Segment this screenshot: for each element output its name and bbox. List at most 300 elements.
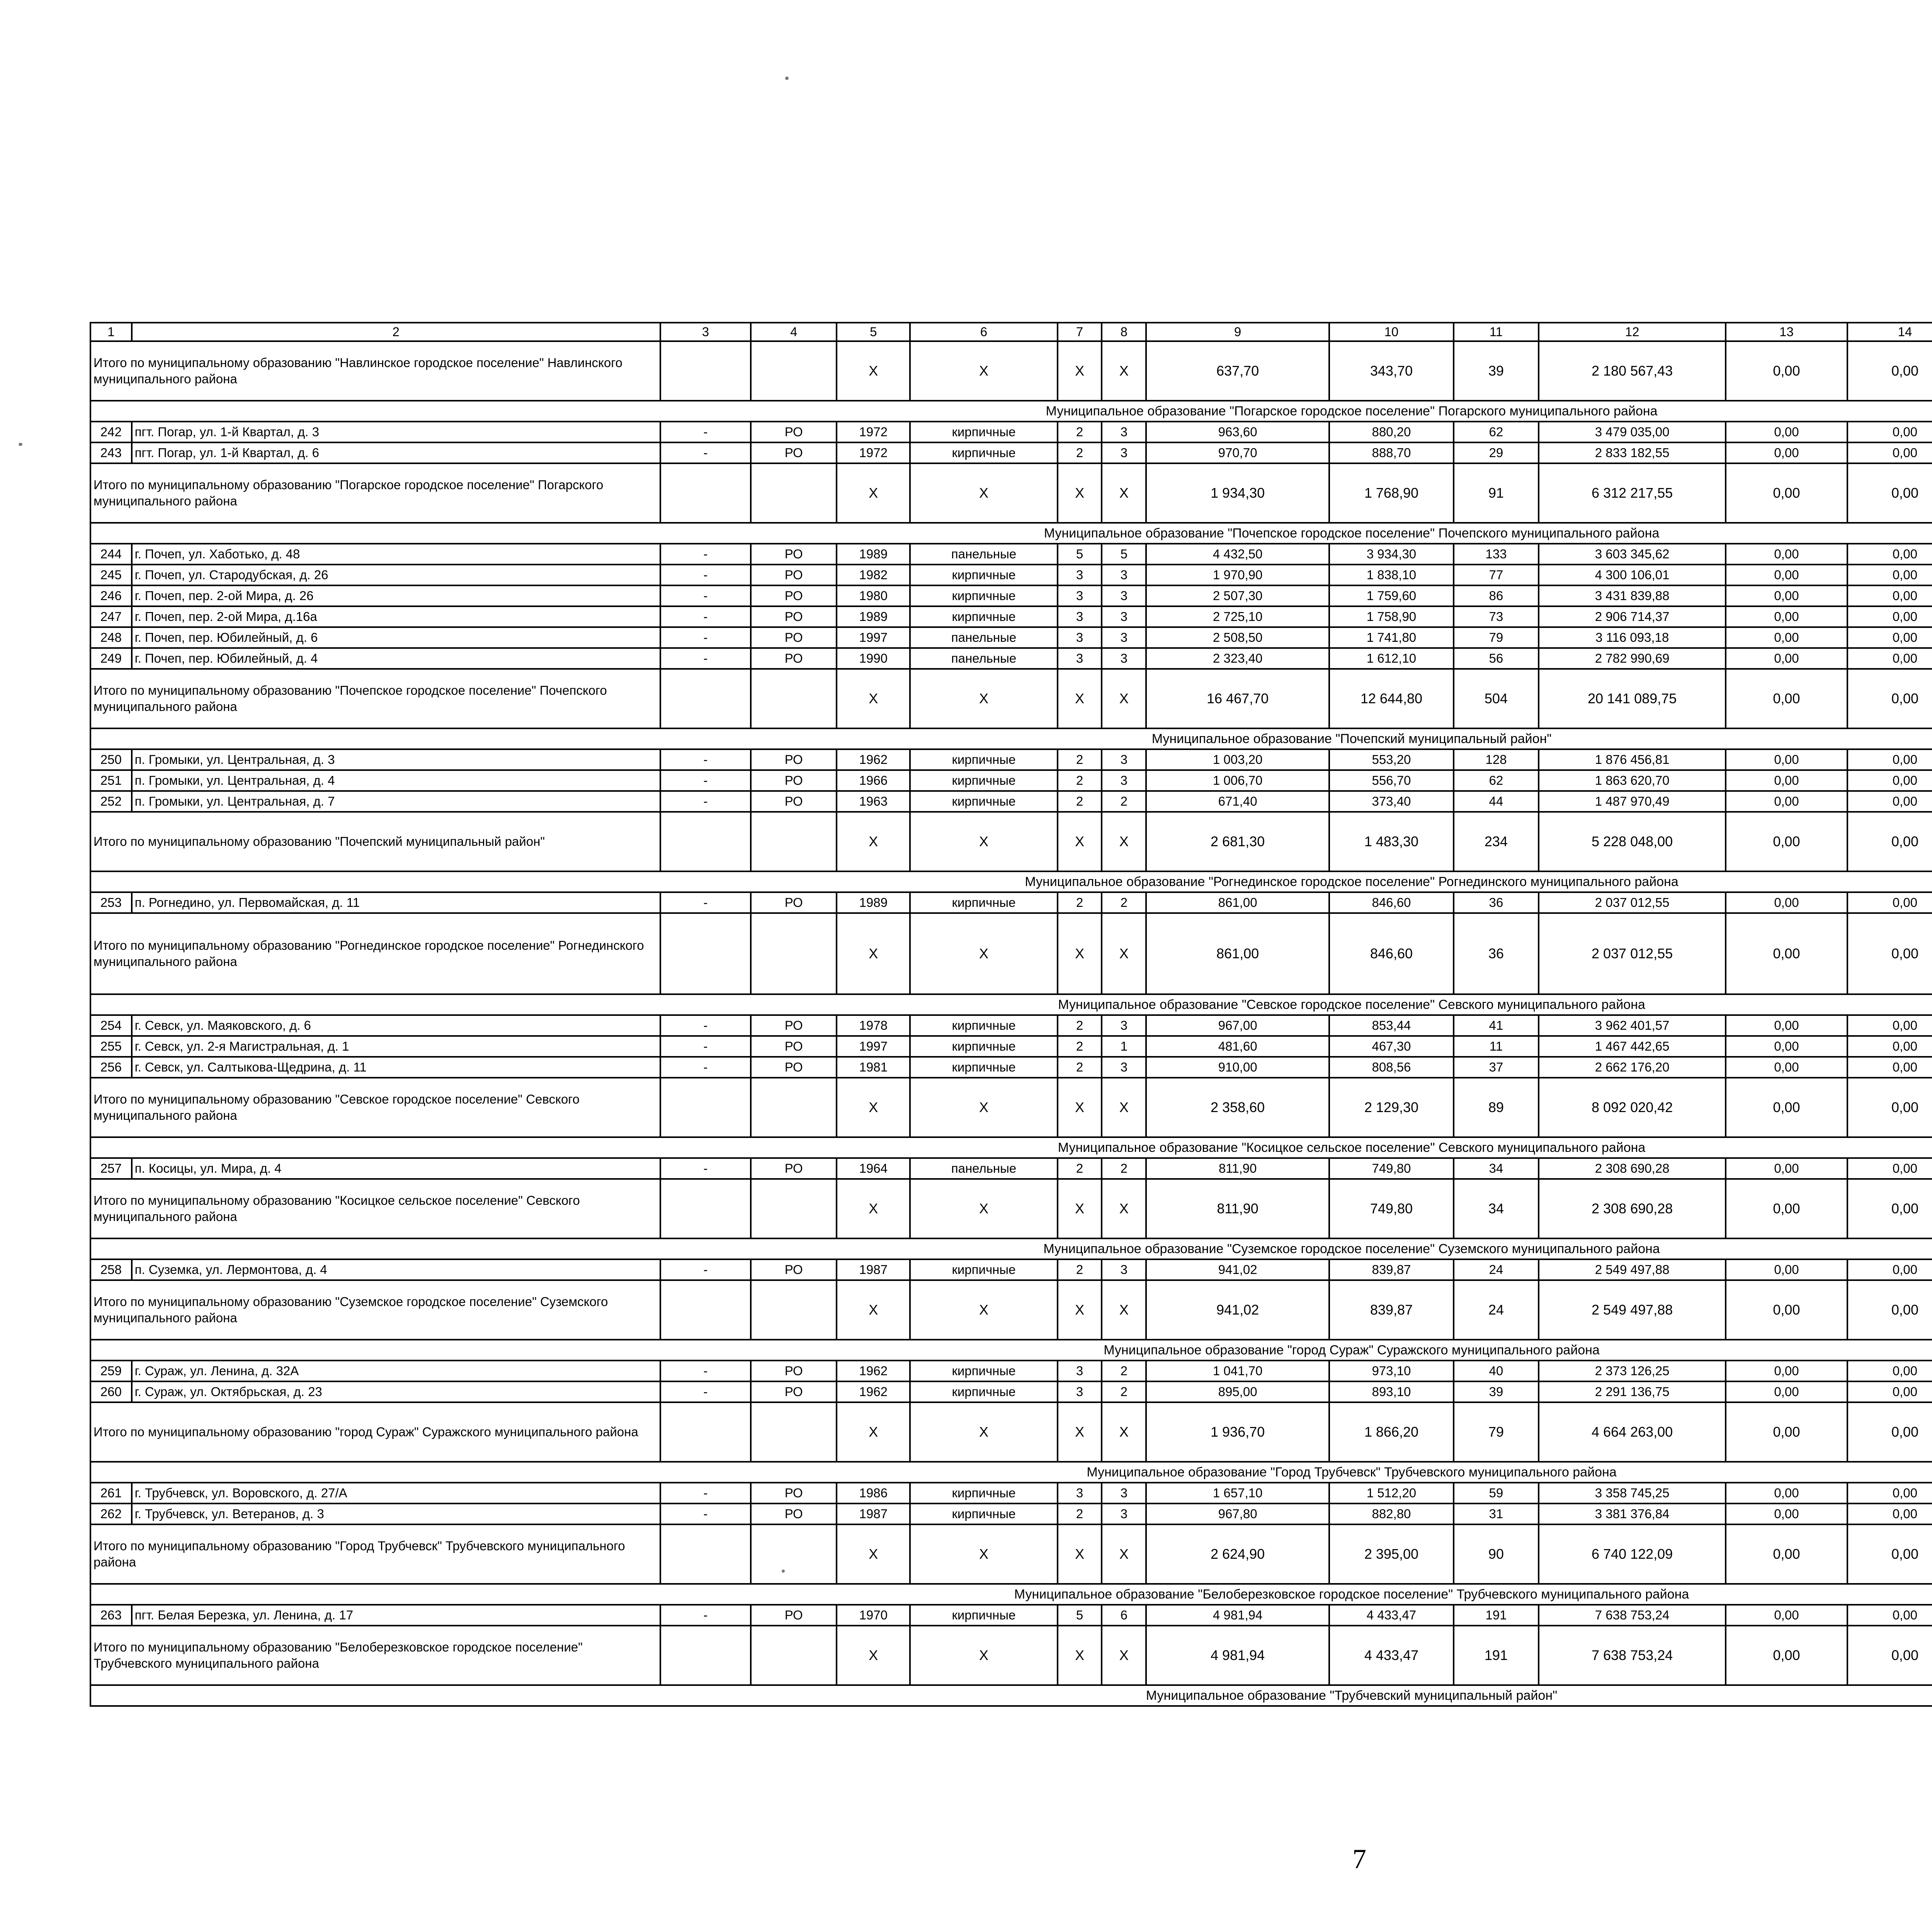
- table-cell: -: [660, 1015, 751, 1036]
- table-cell: 4 432,50: [1146, 544, 1329, 565]
- table-cell: 248: [90, 627, 132, 648]
- table-row: [90, 892, 1932, 913]
- total-cell: X: [910, 1280, 1058, 1340]
- table-cell: РО: [751, 791, 837, 812]
- table-cell: 2: [1102, 1381, 1146, 1402]
- table-cell: кирпичные: [910, 1259, 1058, 1280]
- table-cell: -: [660, 791, 751, 812]
- table-cell: 73: [1454, 606, 1539, 627]
- address-cell: п. Громыки, ул. Центральная, д. 7: [132, 791, 660, 812]
- table-cell: 0,00: [1847, 770, 1932, 791]
- table-cell: 0,00: [1726, 770, 1847, 791]
- table-cell: кирпичные: [910, 791, 1058, 812]
- table-cell: 2 291 136,75: [1539, 1381, 1726, 1402]
- table-cell: 0,00: [1847, 585, 1932, 606]
- table-cell: 2 782 990,69: [1539, 648, 1726, 669]
- total-cell: [751, 1626, 837, 1685]
- total-cell: 0,00: [1726, 812, 1847, 871]
- address-cell: г. Почеп, пер. Юбилейный, д. 6: [132, 627, 660, 648]
- total-cell: 0,00: [1726, 1280, 1847, 1340]
- table-cell: 1972: [837, 442, 910, 463]
- table-row: [90, 791, 1932, 812]
- total-cell: 0,00: [1847, 1524, 1932, 1584]
- table-cell: 0,00: [1726, 791, 1847, 812]
- table-cell: 2: [1058, 1036, 1102, 1057]
- table-cell: 3: [1102, 749, 1146, 770]
- total-cell: [660, 1626, 751, 1685]
- table-cell: 191: [1454, 1605, 1539, 1626]
- table-cell: 3: [1102, 422, 1146, 442]
- total-cell: 2 395,00: [1329, 1524, 1454, 1584]
- table-cell: 1989: [837, 606, 910, 627]
- table-cell: 253: [90, 892, 132, 913]
- total-cell: 34: [1454, 1179, 1539, 1238]
- table-cell: 79: [1454, 627, 1539, 648]
- total-cell: X: [837, 812, 910, 871]
- address-cell: г. Трубчевск, ул. Воровского, д. 27/А: [132, 1483, 660, 1504]
- total-cell: 16 467,70: [1146, 669, 1329, 728]
- table-cell: 0,00: [1847, 749, 1932, 770]
- table-cell: -: [660, 648, 751, 669]
- column-number: 14: [1847, 323, 1932, 341]
- total-cell: X: [1102, 1402, 1146, 1462]
- total-cell: 1 934,30: [1146, 463, 1329, 523]
- table-cell: 3: [1102, 770, 1146, 791]
- address-cell: п. Косицы, ул. Мира, д. 4: [132, 1158, 660, 1179]
- total-cell: 2 624,90: [1146, 1524, 1329, 1584]
- total-cell: [660, 1280, 751, 1340]
- total-cell: 39: [1454, 341, 1539, 401]
- table-cell: 5: [1058, 1605, 1102, 1626]
- table-cell: 2: [1058, 442, 1102, 463]
- table-cell: кирпичные: [910, 1605, 1058, 1626]
- section-heading-row: [90, 1340, 1932, 1361]
- total-cell: 637,70: [1146, 341, 1329, 401]
- table-cell: 0,00: [1847, 565, 1932, 585]
- table-row: [90, 606, 1932, 627]
- table-cell: кирпичные: [910, 422, 1058, 442]
- total-cell: X: [1058, 1626, 1102, 1685]
- table-cell: 37: [1454, 1057, 1539, 1078]
- total-cell: 0,00: [1847, 1626, 1932, 1685]
- table-cell: кирпичные: [910, 442, 1058, 463]
- scan-speck: [782, 1570, 785, 1573]
- table-cell: 1982: [837, 565, 910, 585]
- table-cell: 2 725,10: [1146, 606, 1329, 627]
- section-heading: Муниципальное образование "Почепский муниципальный район": [90, 728, 1932, 749]
- section-heading: Муниципальное образование "Погарское городское поселение" Погарского муниципального района: [90, 401, 1932, 422]
- table-cell: 2 323,40: [1146, 648, 1329, 669]
- table-cell: 0,00: [1847, 544, 1932, 565]
- total-cell: 811,90: [1146, 1179, 1329, 1238]
- section-heading: Муниципальное образование "Суземское городское поселение" Суземского муниципального района: [90, 1238, 1932, 1259]
- table-cell: 242: [90, 422, 132, 442]
- total-cell: 343,70: [1329, 341, 1454, 401]
- table-cell: 3: [1102, 1504, 1146, 1524]
- table-cell: 0,00: [1726, 565, 1847, 585]
- table-cell: кирпичные: [910, 770, 1058, 791]
- table-cell: РО: [751, 565, 837, 585]
- total-cell: [660, 1402, 751, 1462]
- table-row: [90, 1381, 1932, 1402]
- table-cell: РО: [751, 1483, 837, 1504]
- table-cell: 0,00: [1726, 1483, 1847, 1504]
- address-cell: г. Севск, ул. 2-я Магистральная, д. 1: [132, 1036, 660, 1057]
- total-cell: X: [837, 463, 910, 523]
- table-cell: 882,80: [1329, 1504, 1454, 1524]
- total-cell: [751, 913, 837, 994]
- section-heading-row: [90, 1238, 1932, 1259]
- table-cell: 2: [1058, 1015, 1102, 1036]
- total-cell: X: [1058, 669, 1102, 728]
- table-cell: 0,00: [1847, 1259, 1932, 1280]
- table-cell: 1962: [837, 1381, 910, 1402]
- total-cell: X: [1058, 913, 1102, 994]
- table-cell: 2 549 497,88: [1539, 1259, 1726, 1280]
- table-cell: 247: [90, 606, 132, 627]
- total-cell: 0,00: [1726, 1402, 1847, 1462]
- total-cell: 24: [1454, 1280, 1539, 1340]
- total-cell: 0,00: [1726, 913, 1847, 994]
- address-cell: г. Почеп, ул. Хаботько, д. 48: [132, 544, 660, 565]
- table-cell: 3: [1102, 648, 1146, 669]
- table-cell: 2: [1058, 749, 1102, 770]
- table-cell: 1987: [837, 1259, 910, 1280]
- table-cell: 2: [1102, 892, 1146, 913]
- table-cell: 244: [90, 544, 132, 565]
- total-cell: 0,00: [1847, 1078, 1932, 1137]
- table-cell: 0,00: [1847, 422, 1932, 442]
- column-number: 6: [910, 323, 1058, 341]
- total-label: Итого по муниципальному образованию "Белоберезковское городское поселение" Трубчевского муниципального района: [90, 1626, 660, 1685]
- column-number: 13: [1726, 323, 1847, 341]
- table-row: [90, 1259, 1932, 1280]
- table-cell: 0,00: [1847, 1605, 1932, 1626]
- total-cell: X: [910, 1402, 1058, 1462]
- table-cell: 249: [90, 648, 132, 669]
- table-cell: 3 603 345,62: [1539, 544, 1726, 565]
- section-heading: Муниципальное образование "Трубчевский муниципальный район": [90, 1685, 1932, 1706]
- total-cell: 12 644,80: [1329, 669, 1454, 728]
- table-cell: 250: [90, 749, 132, 770]
- table-cell: 0,00: [1726, 1057, 1847, 1078]
- total-cell: [660, 1078, 751, 1137]
- table-cell: 1 758,90: [1329, 606, 1454, 627]
- table-cell: 40: [1454, 1361, 1539, 1381]
- table-cell: 970,70: [1146, 442, 1329, 463]
- table-row: [90, 1015, 1932, 1036]
- total-cell: X: [910, 1078, 1058, 1137]
- table-cell: РО: [751, 648, 837, 669]
- section-heading-row: [90, 871, 1932, 892]
- total-cell: X: [837, 341, 910, 401]
- address-cell: г. Сураж, ул. Октябрьская, д. 23: [132, 1381, 660, 1402]
- table-cell: РО: [751, 1361, 837, 1381]
- table-cell: 1978: [837, 1015, 910, 1036]
- total-cell: X: [837, 1402, 910, 1462]
- table-cell: 1962: [837, 749, 910, 770]
- total-cell: 234: [1454, 812, 1539, 871]
- table-cell: 967,80: [1146, 1504, 1329, 1524]
- table-cell: 880,20: [1329, 422, 1454, 442]
- total-cell: 20 141 089,75: [1539, 669, 1726, 728]
- total-cell: 861,00: [1146, 913, 1329, 994]
- address-cell: п. Рогнедино, ул. Первомайская, д. 11: [132, 892, 660, 913]
- table-cell: 2 507,30: [1146, 585, 1329, 606]
- total-cell: [660, 669, 751, 728]
- table-row: [90, 585, 1932, 606]
- address-cell: пгт. Белая Березка, ул. Ленина, д. 17: [132, 1605, 660, 1626]
- table-cell: 1 003,20: [1146, 749, 1329, 770]
- total-cell: X: [1102, 1626, 1146, 1685]
- table-cell: 1 487 970,49: [1539, 791, 1726, 812]
- table-cell: 2: [1102, 1361, 1146, 1381]
- column-number: 11: [1454, 323, 1539, 341]
- table-cell: 2: [1058, 1259, 1102, 1280]
- total-cell: 91: [1454, 463, 1539, 523]
- total-cell: 2 549 497,88: [1539, 1280, 1726, 1340]
- table-cell: 0,00: [1726, 1504, 1847, 1524]
- table-cell: 2: [1058, 422, 1102, 442]
- table-cell: 973,10: [1329, 1361, 1454, 1381]
- table-cell: -: [660, 1361, 751, 1381]
- table-cell: 251: [90, 770, 132, 791]
- address-cell: г. Севск, ул. Маяковского, д. 6: [132, 1015, 660, 1036]
- table-cell: 1 041,70: [1146, 1361, 1329, 1381]
- table-cell: 853,44: [1329, 1015, 1454, 1036]
- table-row: [90, 442, 1932, 463]
- table-cell: 59: [1454, 1483, 1539, 1504]
- table-cell: 0,00: [1726, 606, 1847, 627]
- table-cell: 2: [1058, 1057, 1102, 1078]
- table-cell: -: [660, 1504, 751, 1524]
- table-cell: 467,30: [1329, 1036, 1454, 1057]
- table-cell: 2 373 126,25: [1539, 1361, 1726, 1381]
- table-cell: 256: [90, 1057, 132, 1078]
- table-cell: 5: [1102, 544, 1146, 565]
- total-row: [90, 1402, 1932, 1462]
- table-cell: 1990: [837, 648, 910, 669]
- table-cell: 1986: [837, 1483, 910, 1504]
- table-cell: 24: [1454, 1259, 1539, 1280]
- total-cell: 749,80: [1329, 1179, 1454, 1238]
- table-cell: 1 657,10: [1146, 1483, 1329, 1504]
- table-cell: 1 741,80: [1329, 627, 1454, 648]
- total-cell: 0,00: [1847, 341, 1932, 401]
- total-cell: X: [1058, 1524, 1102, 1584]
- total-cell: 36: [1454, 913, 1539, 994]
- total-cell: X: [837, 669, 910, 728]
- total-label: Итого по муниципальному образованию "Рогнединское городское поселение" Рогнединского муниципального района: [90, 913, 660, 994]
- table-cell: РО: [751, 1259, 837, 1280]
- table-row: [90, 627, 1932, 648]
- table-cell: 259: [90, 1361, 132, 1381]
- table-cell: 3 479 035,00: [1539, 422, 1726, 442]
- table-cell: 3 358 745,25: [1539, 1483, 1726, 1504]
- table-cell: РО: [751, 422, 837, 442]
- table-cell: 3 381 376,84: [1539, 1504, 1726, 1524]
- total-cell: 0,00: [1847, 812, 1932, 871]
- total-cell: 2 129,30: [1329, 1078, 1454, 1137]
- table-cell: 3: [1102, 442, 1146, 463]
- table-cell: 3: [1102, 565, 1146, 585]
- table-row: [90, 1504, 1932, 1524]
- table-cell: 3: [1102, 1015, 1146, 1036]
- table-cell: 3 431 839,88: [1539, 585, 1726, 606]
- total-cell: [660, 1524, 751, 1584]
- table-cell: -: [660, 565, 751, 585]
- total-row: [90, 812, 1932, 871]
- table-cell: 1 838,10: [1329, 565, 1454, 585]
- total-cell: 0,00: [1726, 1524, 1847, 1584]
- table-cell: панельные: [910, 544, 1058, 565]
- table-cell: 1 006,70: [1146, 770, 1329, 791]
- section-heading-row: [90, 523, 1932, 544]
- table-cell: 3: [1102, 627, 1146, 648]
- table-cell: 1 759,60: [1329, 585, 1454, 606]
- table-cell: 4 300 106,01: [1539, 565, 1726, 585]
- table-cell: кирпичные: [910, 1036, 1058, 1057]
- total-cell: 4 664 263,00: [1539, 1402, 1726, 1462]
- table-cell: РО: [751, 749, 837, 770]
- table-cell: 3: [1058, 585, 1102, 606]
- table-row: [90, 1483, 1932, 1504]
- address-cell: пгт. Погар, ул. 1-й Квартал, д. 3: [132, 422, 660, 442]
- table-cell: 0,00: [1847, 1483, 1932, 1504]
- table-cell: -: [660, 1483, 751, 1504]
- total-cell: [751, 463, 837, 523]
- table-cell: 2 508,50: [1146, 627, 1329, 648]
- table-cell: 3: [1058, 1483, 1102, 1504]
- table-cell: 3: [1058, 627, 1102, 648]
- table-cell: 1966: [837, 770, 910, 791]
- total-cell: X: [837, 1524, 910, 1584]
- total-cell: [660, 913, 751, 994]
- table-cell: 2: [1058, 892, 1102, 913]
- table-cell: 41: [1454, 1015, 1539, 1036]
- total-cell: 0,00: [1847, 1402, 1932, 1462]
- table-cell: 39: [1454, 1381, 1539, 1402]
- table-cell: -: [660, 1381, 751, 1402]
- table-cell: 0,00: [1847, 1381, 1932, 1402]
- column-number: 5: [837, 323, 910, 341]
- table-cell: 0,00: [1847, 892, 1932, 913]
- table-cell: -: [660, 770, 751, 791]
- total-label: Итого по муниципальному образованию "Косицкое сельское поселение" Севского муниципального района: [90, 1179, 660, 1238]
- table-cell: 1962: [837, 1361, 910, 1381]
- total-cell: 1 866,20: [1329, 1402, 1454, 1462]
- table-cell: 246: [90, 585, 132, 606]
- table-cell: 0,00: [1726, 1036, 1847, 1057]
- table-cell: 1981: [837, 1057, 910, 1078]
- table-cell: 252: [90, 791, 132, 812]
- total-cell: X: [837, 913, 910, 994]
- total-cell: X: [1058, 1280, 1102, 1340]
- table-cell: 7 638 753,24: [1539, 1605, 1726, 1626]
- total-label: Итого по муниципальному образованию "Суземское городское поселение" Суземского муниципального района: [90, 1280, 660, 1340]
- table-cell: 2: [1058, 1158, 1102, 1179]
- table-cell: РО: [751, 606, 837, 627]
- table-cell: панельные: [910, 627, 1058, 648]
- table-cell: 2: [1102, 791, 1146, 812]
- table-cell: 56: [1454, 648, 1539, 669]
- table-cell: 2: [1058, 1504, 1102, 1524]
- address-cell: г. Почеп, пер. Юбилейный, д. 4: [132, 648, 660, 669]
- table-cell: -: [660, 422, 751, 442]
- total-label: Итого по муниципальному образованию "Навлинское городское поселение" Навлинского муниципального района: [90, 341, 660, 401]
- table-cell: 1 970,90: [1146, 565, 1329, 585]
- table-cell: -: [660, 442, 751, 463]
- table-cell: 1987: [837, 1504, 910, 1524]
- total-cell: 8 092 020,42: [1539, 1078, 1726, 1137]
- table-cell: 133: [1454, 544, 1539, 565]
- table-cell: 257: [90, 1158, 132, 1179]
- table-cell: 260: [90, 1381, 132, 1402]
- table-cell: РО: [751, 1036, 837, 1057]
- address-cell: г. Почеп, ул. Стародубская, д. 26: [132, 565, 660, 585]
- total-cell: 2 308 690,28: [1539, 1179, 1726, 1238]
- table-cell: 0,00: [1726, 1381, 1847, 1402]
- table-cell: 262: [90, 1504, 132, 1524]
- table-cell: 0,00: [1726, 648, 1847, 669]
- table-cell: -: [660, 606, 751, 627]
- table-row: [90, 749, 1932, 770]
- table-cell: 3: [1058, 1361, 1102, 1381]
- table-cell: 2 308 690,28: [1539, 1158, 1726, 1179]
- total-cell: X: [910, 1626, 1058, 1685]
- table-cell: 1997: [837, 627, 910, 648]
- table-cell: кирпичные: [910, 565, 1058, 585]
- total-cell: X: [1102, 913, 1146, 994]
- table-cell: 2 662 176,20: [1539, 1057, 1726, 1078]
- table-cell: 255: [90, 1036, 132, 1057]
- total-cell: 1 768,90: [1329, 463, 1454, 523]
- total-cell: X: [837, 1626, 910, 1685]
- table-cell: кирпичные: [910, 606, 1058, 627]
- table-cell: 671,40: [1146, 791, 1329, 812]
- column-number-row: [90, 323, 1932, 341]
- total-cell: X: [1102, 1078, 1146, 1137]
- table-cell: 373,40: [1329, 791, 1454, 812]
- table-cell: 36: [1454, 892, 1539, 913]
- total-label: Итого по муниципальному образованию "город Сураж" Суражского муниципального района: [90, 1402, 660, 1462]
- section-heading-row: [90, 1462, 1932, 1483]
- table-cell: 0,00: [1847, 442, 1932, 463]
- table-cell: 910,00: [1146, 1057, 1329, 1078]
- table-cell: 1: [1102, 1036, 1146, 1057]
- total-cell: 1 483,30: [1329, 812, 1454, 871]
- column-number: 10: [1329, 323, 1454, 341]
- table-cell: 3 934,30: [1329, 544, 1454, 565]
- table-cell: 967,00: [1146, 1015, 1329, 1036]
- table-cell: 481,60: [1146, 1036, 1329, 1057]
- table-cell: -: [660, 627, 751, 648]
- section-heading-row: [90, 728, 1932, 749]
- total-row: [90, 1280, 1932, 1340]
- total-cell: 0,00: [1726, 1078, 1847, 1137]
- table-cell: кирпичные: [910, 749, 1058, 770]
- table-row: [90, 1361, 1932, 1381]
- table-cell: 0,00: [1847, 627, 1932, 648]
- table-cell: 261: [90, 1483, 132, 1504]
- table-cell: 0,00: [1847, 1361, 1932, 1381]
- address-cell: г. Севск, ул. Салтыкова-Щедрина, д. 11: [132, 1057, 660, 1078]
- table-cell: 34: [1454, 1158, 1539, 1179]
- total-cell: 2 037 012,55: [1539, 913, 1726, 994]
- table-row: [90, 770, 1932, 791]
- total-cell: 2 358,60: [1146, 1078, 1329, 1137]
- total-row: [90, 1524, 1932, 1584]
